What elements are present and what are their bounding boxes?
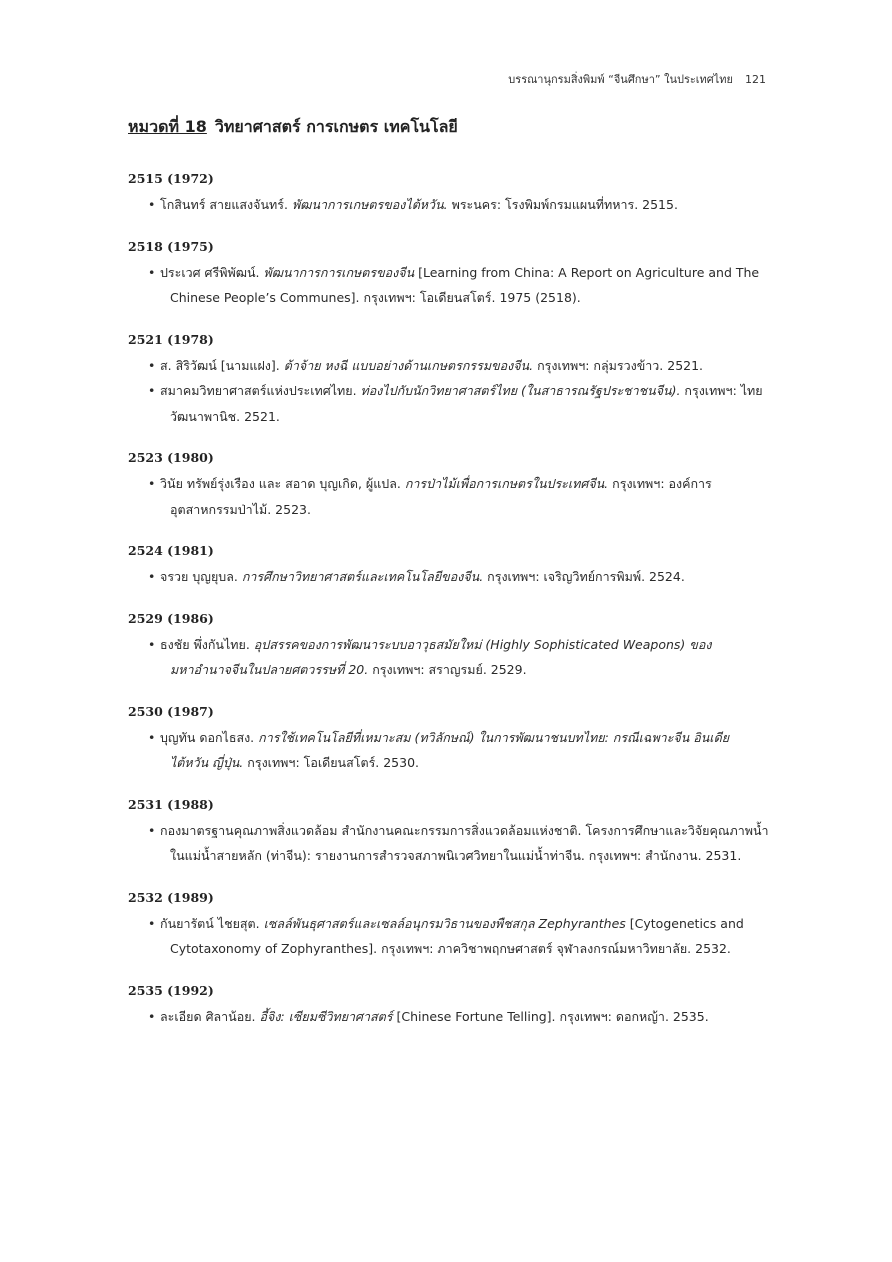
year-heading: 2521 (1978) (128, 331, 214, 347)
entry-author: บุญทัน ดอกไธสง. (160, 729, 255, 745)
entry-title: เซลล์พันธุศาสตร์และเซลล์อนุกรมวิธานของพืชสกุล Zephyranthes (263, 915, 626, 931)
year-heading: 2518 (1975) (128, 238, 214, 254)
bibliography-entry (128, 818, 770, 869)
bullet-icon: • (148, 822, 156, 838)
year-section (128, 331, 770, 430)
year-heading: 2532 (1989) (128, 889, 214, 905)
running-header (508, 70, 766, 88)
entry-publication: พระนคร: โรงพิมพ์กรมแผนที่ทหาร. 2515. (451, 197, 678, 212)
bullet-icon: • (148, 1008, 156, 1024)
bullet-icon: • (148, 729, 156, 745)
entry-title: อี้จิง: เซียมซีวิทยาศาสตร์ (259, 1008, 393, 1024)
entry-title: ท่องไปกับนักวิทยาศาสตร์ไทย (ในสาธารณรัฐประชาชนจีน). (360, 383, 681, 398)
entry-author: ส. สิริวัฒน์ [นามแฝง]. (160, 357, 280, 373)
entry-publication: กรุงเทพฯ: เจริญวิทย์การพิมพ์. 2524. (487, 569, 685, 584)
entry-publication: [Cytogenetics and Cytotaxonomy of Zophyranthes]. กรุงเทพฯ: ภาควิชาพฤกษศาสตร์ จุฬาลงกรณ์มหาวิทยาลัย. 2532. (170, 915, 744, 956)
bibliography-entry (128, 260, 770, 311)
bibliography-entry (128, 378, 770, 429)
year-section (128, 703, 770, 776)
year-section (128, 610, 770, 683)
entry-publication: โครงการศึกษาและวิจัยคุณภาพน้ำในแม่น้ำสายหลัก (ท่าจีน): รายงานการสำรวจสภาพนิเวศวิทยาในแม่น้ำท่าจีน. กรุงเทพฯ: สำนักงาน. 2531. (170, 822, 769, 863)
entry-author: กองมาตรฐานคุณภาพสิ่งแวดล้อม สำนักงานคณะกรรมการสิ่งแวดล้อมแห่งชาติ. (160, 822, 582, 838)
year-section (128, 542, 770, 590)
year-heading: 2531 (1988) (128, 796, 214, 812)
page-number: 121 (745, 73, 766, 86)
bullet-icon: • (148, 569, 156, 584)
bibliography-entry (128, 632, 770, 683)
entry-title: ต้าจ้าย หงฉี แบบอย่างด้านเกษตรกรรมของจีน. (283, 357, 534, 373)
entry-publication: กรุงเทพฯ: โอเดียนสโตร์. 2530. (247, 755, 420, 770)
entry-title: การใช้เทคโนโลยีที่เหมาะสม (ทวิลักษณ์) ในการพัฒนาชนบทไทย: กรณีเฉพาะจีน อินเดีย ไต้หวัน ญี่ปุ่น. (170, 729, 730, 770)
bullet-icon: • (148, 357, 156, 373)
year-section (128, 170, 770, 218)
year-heading: 2515 (1972) (128, 171, 214, 186)
year-heading: 2535 (1992) (128, 982, 214, 998)
entry-author: ธงชัย พึ่งกันไทย. (160, 636, 250, 652)
entry-title: พัฒนาการการเกษตรของจีน (263, 264, 415, 280)
entry-title: อุปสรรคของการพัฒนาระบบอาวุธสมัยใหม่ (Highly Sophisticated Weapons) ของมหาอำนาจจีนในปลายศตวรรษที่ 20. (170, 636, 712, 677)
bibliography-entry (128, 353, 770, 379)
bullet-icon: • (148, 915, 156, 931)
entry-title: การศึกษาวิทยาศาสตร์และเทคโนโลยีของจีน. (241, 569, 484, 584)
entry-publication: กรุงเทพฯ: กลุ่มรวงข้าว. 2521. (537, 357, 704, 373)
year-heading: 2523 (1980) (128, 450, 214, 465)
bibliography-entry (128, 564, 770, 590)
chapter-label: หมวดที่ 18 (128, 117, 207, 136)
entry-author: โกสินทร์ สายแสงจันทร์. (160, 197, 288, 212)
bibliography-entry (128, 1004, 770, 1030)
entry-publication: กรุงเทพฯ: องค์การอุตสาหกรรมป่าไม้. 2523. (170, 476, 712, 517)
entry-publication: กรุงเทพฯ: สราญรมย์. 2529. (372, 662, 527, 677)
year-section (128, 889, 770, 962)
running-title: บรรณานุกรมสิ่งพิมพ์ “จีนศึกษา” ในประเทศไทย (508, 73, 733, 86)
year-heading: 2524 (1981) (128, 543, 214, 558)
year-heading: 2529 (1986) (128, 610, 214, 626)
entry-title: พัฒนาการเกษตรของไต้หวัน. (291, 197, 448, 212)
entry-title: การป่าไม้เพื่อการเกษตรในประเทศจีน. (404, 476, 609, 491)
bibliography-entry (128, 725, 770, 776)
bullet-icon: • (148, 383, 156, 398)
entry-publication: [Learning from China: A Report on Agriculture and The Chinese People’s Communes]. กรุงเทพฯ: โอเดียนสโตร์. 1975 (2518). (170, 264, 760, 305)
bullet-icon: • (148, 636, 156, 652)
chapter-name: วิทยาศาสตร์ การเกษตร เทคโนโลยี (214, 117, 458, 136)
entry-author: ประเวศ ศรีพิพัฒน์. (160, 264, 260, 280)
entry-publication: กรุงเทพฯ: ไทยวัฒนาพานิช. 2521. (170, 383, 763, 424)
bullet-icon: • (148, 197, 156, 212)
year-section (128, 238, 770, 311)
entry-author: กันยารัตน์ ไชยสุต. (160, 915, 260, 931)
bullet-icon: • (148, 264, 156, 280)
year-heading: 2530 (1987) (128, 703, 214, 719)
chapter-title (128, 115, 458, 140)
entry-author: วินัย ทรัพย์รุ่งเรือง และ สอาด บุญเกิด, ผู้แปล. (160, 476, 401, 491)
bibliography-entry (128, 192, 770, 218)
year-section (128, 796, 770, 869)
entry-author: สมาคมวิทยาศาสตร์แห่งประเทศไทย. (160, 383, 357, 398)
entry-author: จรวย บุญยุบล. (160, 569, 238, 584)
bibliography-entry (128, 471, 770, 522)
bibliography-entry (128, 911, 770, 962)
entry-publication: [Chinese Fortune Telling]. กรุงเทพฯ: ดอกหญ้า. 2535. (396, 1008, 709, 1024)
bibliography-sections (128, 170, 770, 1049)
bullet-icon: • (148, 476, 156, 491)
year-section (128, 449, 770, 522)
entry-author: ละเอียด ศิลาน้อย. (160, 1008, 256, 1024)
year-section (128, 982, 770, 1030)
